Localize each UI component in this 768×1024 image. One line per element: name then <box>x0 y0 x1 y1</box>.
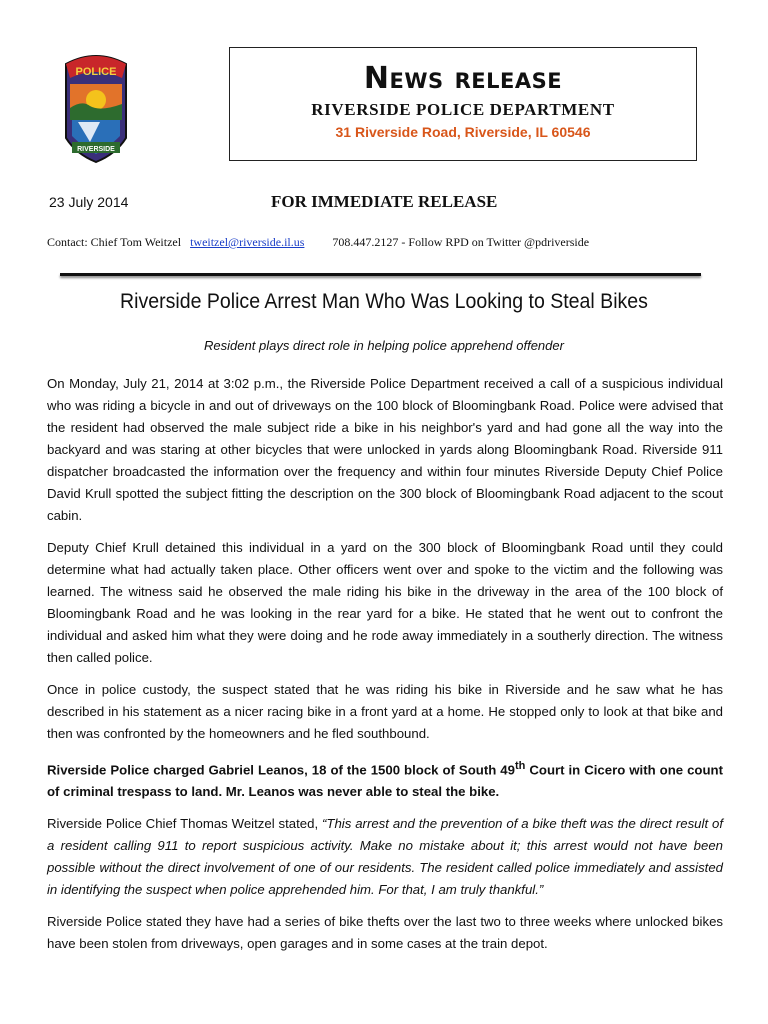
charges-superscript: th <box>514 760 526 772</box>
contact-phone-twitter: 708.447.2127 - Follow RPD on Twitter @pdriverside <box>332 235 590 249</box>
release-label: FOR IMMEDIATE RELEASE <box>271 192 498 211</box>
svg-text:RIVERSIDE: RIVERSIDE <box>77 146 115 153</box>
contact-label: Contact: Chief Tom Weitzel <box>47 235 182 249</box>
subheadline: Resident plays direct role in helping police apprehend offender <box>204 338 564 353</box>
quote-intro: Riverside Police Chief Thomas Weitzel stated, <box>47 816 323 832</box>
charges-text-end: Court in Cicero with one count of criminal trespass to land. Mr. Leanos was never able to steal the bike. <box>47 762 723 800</box>
paragraph-6: Riverside Police stated they have had a series of bike thefts over the last two to three weeks where unlocked bikes have been stolen from driveways, open garages and in some cases at the train depot. <box>47 914 723 952</box>
paragraph-quote <box>47 813 723 901</box>
news-release-header <box>229 47 697 161</box>
paragraph-3: Once in police custody, the suspect stated that he was riding his bike in Riverside and he saw what he has described in his statement as a nicer racing bike in a front yard at a home. He stopped only to look at that bike and then was confronted by the homeowners and he fled southbound. <box>47 682 723 741</box>
department-name: RIVERSIDE POLICE DEPARTMENT <box>311 100 615 119</box>
article-body <box>47 373 723 965</box>
svg-text:POLICE: POLICE <box>75 66 117 78</box>
chief-quote: “This arrest and the prevention of a bike theft was the direct result of a resident calling 911 to report suspicious activity. Make no mistake about it; this arrest would not have been possible without the direct involvement of one of our residents. The resident called police immediately and assisted in identifying the suspect when police apprehended him. For that, I am truly thankful.” <box>47 816 724 898</box>
headline: Riverside Police Arrest Man Who Was Looking to Steal Bikes <box>120 290 648 313</box>
header-divider <box>60 273 701 276</box>
contact-line <box>47 235 747 250</box>
release-date: 23 July 2014 <box>49 194 129 210</box>
news-release-title: News release <box>363 61 563 96</box>
paragraph-1: On Monday, July 21, 2014 at 3:02 p.m., the Riverside Police Department received a call of a suspicious individual who was riding a bicycle in and out of driveways on the 100 block of Bloomingbank Road. Police were advised that the resident had observed the male subject ride a bike in his neighbor's yard and had gone all the way into the backyard and was staring at other bicycles that were unlocked in yards along Bloomingbank Road. Riverside 911 dispatcher broadcasted the information over the frequency and within four minutes Riverside Deputy Chief Police David Krull spotted the subject fitting the description on the 300 block of Bloomingbank Road adjacent to the scout cabin. <box>47 376 723 523</box>
police-badge-logo <box>60 50 132 166</box>
department-address: 31 Riverside Road, Riverside, IL 60546 <box>335 124 591 140</box>
charges-text-start: Riverside Police charged Gabriel Leanos, 18 of the 1500 block of South 49 <box>47 762 515 778</box>
contact-email-link[interactable]: tweitzel@riverside.il.us <box>190 235 305 249</box>
paragraph-2: Deputy Chief Krull detained this individual in a yard on the 300 block of Bloomingbank Road until they could determine what had actually taken place. Other officers went over and spoke to the victim and the following was learned. The witness said he observed the male riding his bike in the driveway in the area of the 100 block of Bloomingbank Road and he was looking in the rear yard for a bike. He stated that he went out to confront the individual and asked him what they were doing and he rode away immediately in a southerly direction. The witness then called police. <box>47 540 723 665</box>
paragraph-charges <box>47 755 723 803</box>
